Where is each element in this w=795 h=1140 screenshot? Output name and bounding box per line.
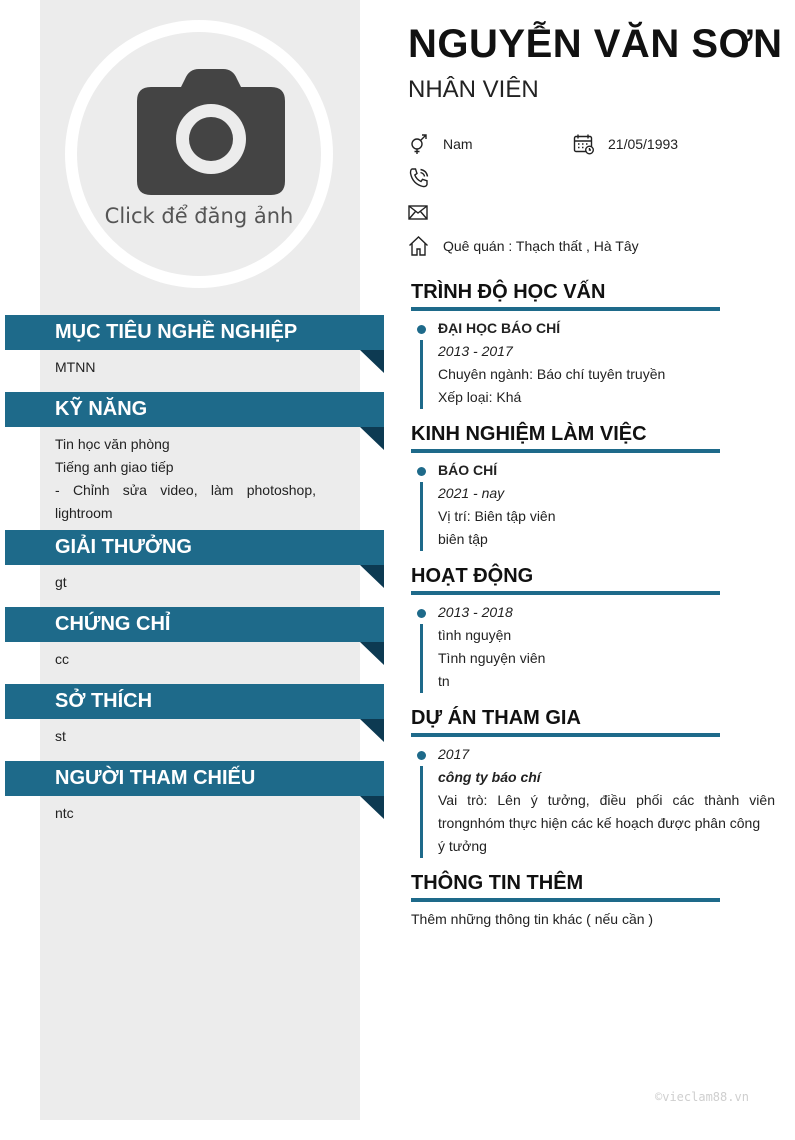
- timeline-dot: [417, 467, 426, 476]
- project-period: 2017: [438, 746, 470, 762]
- email-icon: [408, 201, 430, 223]
- section-title: SỞ THÍCH: [5, 684, 384, 719]
- activity-entry: [411, 601, 775, 693]
- reference-item: ntc: [55, 805, 74, 821]
- certificate-item: cc: [55, 651, 69, 667]
- experience-entry: [411, 459, 775, 551]
- section-title: KINH NGHIỆM LÀM VIỆC: [411, 423, 647, 445]
- ribbon-fold: [360, 565, 384, 588]
- activity-line: Tình nguyện viên: [438, 650, 546, 666]
- upload-photo-label: Click để đăng ảnh: [104, 204, 294, 228]
- project-extra: ý tưởng: [438, 838, 487, 854]
- award-item: gt: [55, 574, 67, 590]
- project-desc: Vai trò: Lên ý tưởng, điều phối các thành viên trongnhóm thực hiện các kế hoạch được phân công: [438, 792, 775, 831]
- timeline-dot: [417, 751, 426, 760]
- objective-section: [5, 315, 384, 379]
- section-underline: [411, 307, 720, 311]
- references-section: [5, 761, 384, 825]
- objective-text: MTNN: [55, 359, 96, 375]
- school-name: ĐẠI HỌC BÁO CHÍ: [438, 320, 561, 336]
- section-underline: [411, 591, 720, 595]
- hobbies-section: [5, 684, 384, 748]
- section-title: KỸ NĂNG: [5, 392, 384, 427]
- calendar-icon: [573, 133, 595, 155]
- certificates-section: [5, 607, 384, 671]
- activity-line: tình nguyện: [438, 627, 512, 643]
- section-title: THÔNG TIN THÊM: [411, 872, 584, 894]
- birthday-row: [573, 132, 763, 156]
- ribbon-fold: [360, 350, 384, 373]
- education-grade: Xếp loại: Khá: [438, 389, 522, 405]
- ribbon-fold: [360, 642, 384, 665]
- experience-desc: biên tập: [438, 531, 488, 547]
- section-title: CHỨNG CHỈ: [5, 607, 384, 642]
- skill-item: - Chỉnh sửa video, làm photoshop, lightroom: [55, 482, 316, 521]
- gender-icon: [408, 133, 430, 155]
- section-underline: [411, 898, 720, 902]
- section-underline: [411, 449, 720, 453]
- ribbon-fold: [360, 796, 384, 819]
- project-entry: [411, 743, 775, 858]
- watermark: ©vieclam88.vn: [655, 1090, 749, 1104]
- activity-period: 2013 - 2018: [438, 604, 513, 620]
- hometown-value: Quê quán : Thạch thất , Hà Tây: [443, 238, 639, 254]
- experience-section: [411, 421, 775, 551]
- section-title: NGƯỜI THAM CHIẾU: [5, 761, 384, 796]
- section-title: HOẠT ĐỘNG: [411, 565, 534, 587]
- phone-icon: [408, 167, 430, 189]
- projects-section: [411, 705, 775, 858]
- ribbon-fold: [360, 719, 384, 742]
- gender-row: [408, 132, 558, 156]
- section-title: TRÌNH ĐỘ HỌC VẤN: [411, 281, 606, 303]
- activities-section: [411, 563, 775, 693]
- activity-line: tn: [438, 673, 450, 689]
- camera-icon: [137, 67, 285, 195]
- hobby-item: st: [55, 728, 66, 744]
- section-title: GIẢI THƯỞNG: [5, 530, 384, 565]
- avatar-placeholder[interactable]: [77, 32, 321, 276]
- email-row: [408, 200, 708, 224]
- section-title: MỤC TIÊU NGHỀ NGHIỆP: [5, 315, 384, 350]
- experience-role: Vị trí: Biên tập viên: [438, 508, 556, 524]
- candidate-name: NGUYỄN VĂN SƠN: [408, 22, 783, 66]
- timeline-line: [420, 482, 423, 551]
- home-icon: [408, 235, 430, 257]
- section-underline: [411, 733, 720, 737]
- timeline-line: [420, 340, 423, 409]
- timeline-line: [420, 624, 423, 693]
- skills-section: [5, 392, 384, 525]
- education-entry: [411, 317, 775, 409]
- education-period: 2013 - 2017: [438, 343, 513, 359]
- section-title: DỰ ÁN THAM GIA: [411, 707, 581, 729]
- more-info-text: Thêm những thông tin khác ( nếu cần ): [411, 911, 654, 927]
- more-info-section: [411, 870, 775, 931]
- education-major: Chuyên ngành: Báo chí tuyên truyền: [438, 366, 666, 382]
- gender-value: Nam: [443, 136, 473, 152]
- phone-row: [408, 166, 708, 190]
- hometown-row: [408, 234, 748, 258]
- skill-item: Tin học văn phòng: [55, 436, 170, 452]
- birthday-value: 21/05/1993: [608, 136, 679, 152]
- timeline-line: [420, 766, 423, 858]
- timeline-dot: [417, 609, 426, 618]
- awards-section: [5, 530, 384, 594]
- project-name: công ty báo chí: [438, 769, 541, 785]
- skill-item: Tiếng anh giao tiếp: [55, 459, 174, 475]
- education-section: [411, 279, 775, 409]
- candidate-position: NHÂN VIÊN: [408, 76, 539, 103]
- experience-period: 2021 - nay: [438, 485, 505, 501]
- company-name: BÁO CHÍ: [438, 462, 498, 478]
- timeline-dot: [417, 325, 426, 334]
- ribbon-fold: [360, 427, 384, 450]
- avatar-upload[interactable]: [65, 20, 333, 288]
